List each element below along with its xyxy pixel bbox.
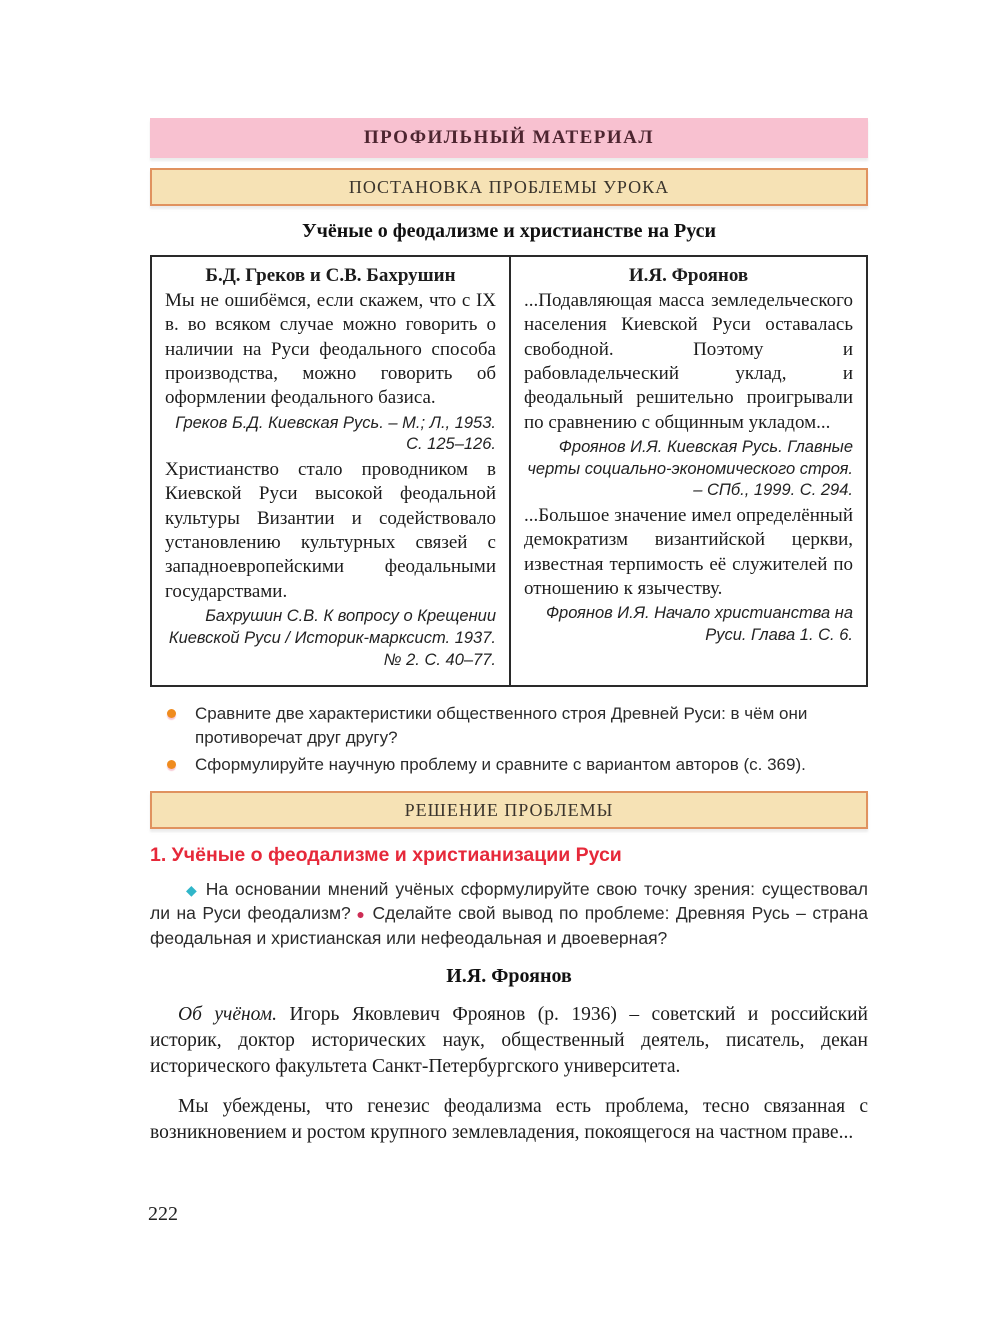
about-text: Игорь Яковлевич Фроянов (р. 1936) – советский и российский историк, доктор исторических наук, общественный деятель, писатель, декан исторического факультета Санкт-Петербургского университета. xyxy=(150,1004,868,1078)
solution-section-heading: 1. Учёные о феодализме и христианизации Руси xyxy=(150,843,622,866)
quote-text: ...Большое значение имел определённый демократизм византийской церкви, известная терпимость её служителей по отношению к язычеству. xyxy=(524,505,853,600)
list-item xyxy=(150,702,868,750)
author-name: Б.Д. Греков и С.В. Бахрушин xyxy=(205,265,456,286)
page-content xyxy=(150,118,868,1160)
teal-diamond-icon: ◆ xyxy=(186,881,199,898)
scholars-quote-table xyxy=(150,255,868,687)
red-dot-icon: ● xyxy=(354,906,367,923)
orange-bullet-icon xyxy=(167,760,176,769)
quote-text: ...Подавляющая масса земледельческого населения Киевской Руси оставалась свободной. Поэтому и рабовладельческий уклад, и феодальный решительно проигрывали по сравнению с общинным укладом... xyxy=(524,290,853,433)
task-2-text: Сделайте свой вывод по проблеме: Древняя Русь – страна феодальная и христианская или нефеодальная и двоеверная? xyxy=(150,903,869,949)
question-list xyxy=(150,702,868,776)
table-cell-grekov-bakhrushin xyxy=(152,257,509,685)
scholar-quote-paragraph: Мы убеждены, что генезис феодализма есть проблема, тесно связанная с возникновением и ростом крупного землевладения, покоящегося на частном праве... xyxy=(150,1095,868,1143)
citation: Фроянов И.Я. Начало христианства на Руси. Глава 1. С. 6. xyxy=(545,604,853,645)
citation: Бахрушин С.В. К вопросу о Крещении Киевской Руси / Историк-марксист. 1937. № 2. С. 40–77. xyxy=(168,606,496,669)
list-item xyxy=(150,753,868,777)
problem-setup-banner: ПОСТАНОВКА ПРОБЛЕМЫ УРОКА xyxy=(150,168,868,206)
table-cell-froyanov xyxy=(509,257,866,685)
quote-text: Мы не ошибёмся, если скажем, что с IX в. во всяком случае можно говорить о наличии на Руси феодального способа производства, можно говорить об оформлении феодального базиса. xyxy=(165,290,496,409)
tasks-paragraph xyxy=(150,877,868,952)
profile-material-banner: ПРОФИЛЬНЫЙ МАТЕРИАЛ xyxy=(150,118,868,158)
task-1-text: На основании мнений учёных сформулируйте свою точку зрения: существовал ли на Руси феодализм? xyxy=(150,878,868,924)
quote-text: Христианство стало проводником в Киевской Руси высокой феодальной культуры Византии и содействовало установлению культурных связей с западноевропейскими феодальными государствами. xyxy=(165,459,496,602)
section-title: Учёные о феодализме и христианстве на Руси xyxy=(301,220,717,242)
orange-bullet-icon xyxy=(167,709,176,718)
page-number: 222 xyxy=(148,1203,178,1225)
problem-solution-banner: РЕШЕНИЕ ПРОБЛЕМЫ xyxy=(150,791,868,829)
question-text: Сравните две характеристики общественного строя Древней Руси: в чём они противоречат друг другу? xyxy=(195,704,808,748)
citation: Греков Б.Д. Киевская Русь. – М.; Л., 1953. С. 125–126. xyxy=(175,413,496,454)
citation: Фроянов И.Я. Киевская Русь. Главные черты социально-экономического строя. – СПб., 1999. С. 294. xyxy=(527,437,853,500)
scholar-heading: И.Я. Фроянов xyxy=(446,965,572,988)
about-scholar-paragraph xyxy=(150,1002,868,1080)
author-name: И.Я. Фроянов xyxy=(628,265,749,286)
about-label: Об учёном. xyxy=(178,1004,277,1026)
question-text: Сформулируйте научную проблему и сравните с вариантом авторов (с. 369). xyxy=(195,754,806,774)
